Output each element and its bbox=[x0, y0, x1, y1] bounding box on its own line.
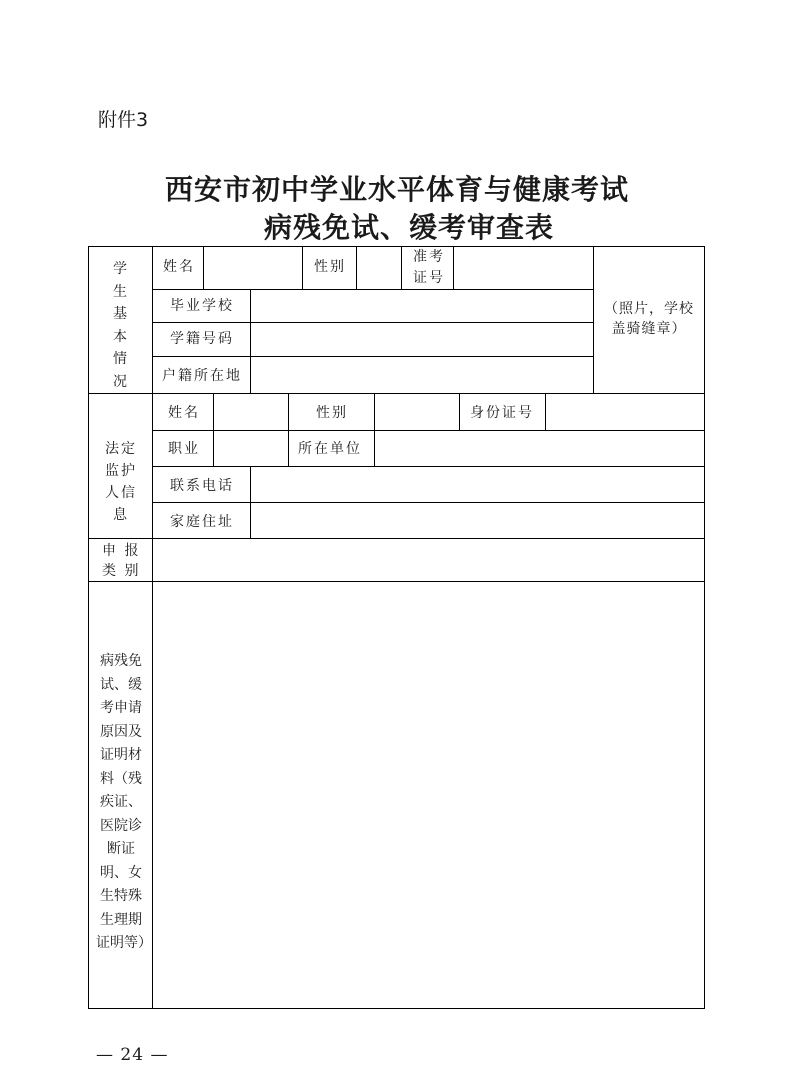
attachment-label: 附件3 bbox=[98, 109, 149, 131]
label-column-divider bbox=[152, 246, 153, 1009]
student-col-line bbox=[356, 246, 357, 290]
student-row-line bbox=[152, 322, 593, 323]
reason-label: 病残免试、缓考申请原因及证明材料（残疾证、医院诊断证明、女生特殊生理期证明等） bbox=[96, 653, 152, 951]
student-row-line bbox=[152, 356, 593, 357]
page-number: — 24 — bbox=[96, 1045, 169, 1065]
guardian-name-label: 姓名 bbox=[168, 405, 200, 421]
student-row-line bbox=[152, 289, 593, 290]
exam-number-label-line2: 证号 bbox=[413, 270, 445, 286]
exam-number-label-line1: 准考 bbox=[413, 249, 445, 265]
student-col-line bbox=[302, 246, 303, 290]
table-border-right bbox=[704, 246, 705, 1009]
divider-type-reason bbox=[88, 581, 705, 582]
guardian-row-line bbox=[152, 430, 705, 431]
form-title-line2: 病残免试、缓考审查表 bbox=[263, 211, 554, 244]
guardian-gender-label: 性别 bbox=[316, 405, 348, 421]
application-type-label-line1: 申 报 bbox=[102, 543, 141, 559]
guardian-col-line bbox=[250, 466, 251, 539]
student-col-line bbox=[453, 246, 454, 290]
student-name-label: 姓名 bbox=[163, 259, 195, 275]
divider-student-guardian bbox=[88, 393, 705, 394]
table-border-bottom bbox=[88, 1008, 705, 1009]
guardian-col-line bbox=[288, 393, 289, 467]
table-border-top bbox=[88, 246, 705, 247]
table-border-left bbox=[88, 246, 89, 1009]
student-gender-label: 性别 bbox=[314, 259, 346, 275]
phone-label: 联系电话 bbox=[170, 478, 234, 494]
occupation-label: 职业 bbox=[168, 441, 200, 457]
employer-label: 所在单位 bbox=[298, 441, 362, 457]
form-title-line1: 西安市初中学业水平体育与健康考试 bbox=[164, 173, 629, 206]
application-type-label-line2: 类 别 bbox=[102, 563, 141, 579]
guardian-col-line bbox=[459, 393, 460, 430]
home-address-label: 家庭住址 bbox=[170, 514, 234, 530]
student-section-label: 学生基本情况 bbox=[113, 261, 127, 390]
student-col-line bbox=[203, 246, 204, 290]
guardian-row-line bbox=[152, 466, 705, 467]
guardian-row-line bbox=[152, 502, 705, 503]
divider-guardian-type bbox=[88, 538, 705, 539]
hukou-label: 户籍所在地 bbox=[162, 368, 242, 384]
student-col-line bbox=[401, 246, 402, 290]
id-card-label: 身份证号 bbox=[470, 405, 534, 421]
guardian-col-line bbox=[374, 393, 375, 467]
guardian-section-label: 法定监护人信息 bbox=[105, 441, 137, 523]
guardian-col-line bbox=[545, 393, 546, 430]
photo-placeholder: （照片，学校盖骑缝章） bbox=[604, 301, 694, 337]
student-id-label: 学籍号码 bbox=[170, 331, 234, 347]
photo-column-divider bbox=[593, 246, 594, 394]
student-col-line bbox=[250, 289, 251, 394]
guardian-col-line bbox=[213, 393, 214, 467]
graduation-school-label: 毕业学校 bbox=[170, 298, 234, 314]
